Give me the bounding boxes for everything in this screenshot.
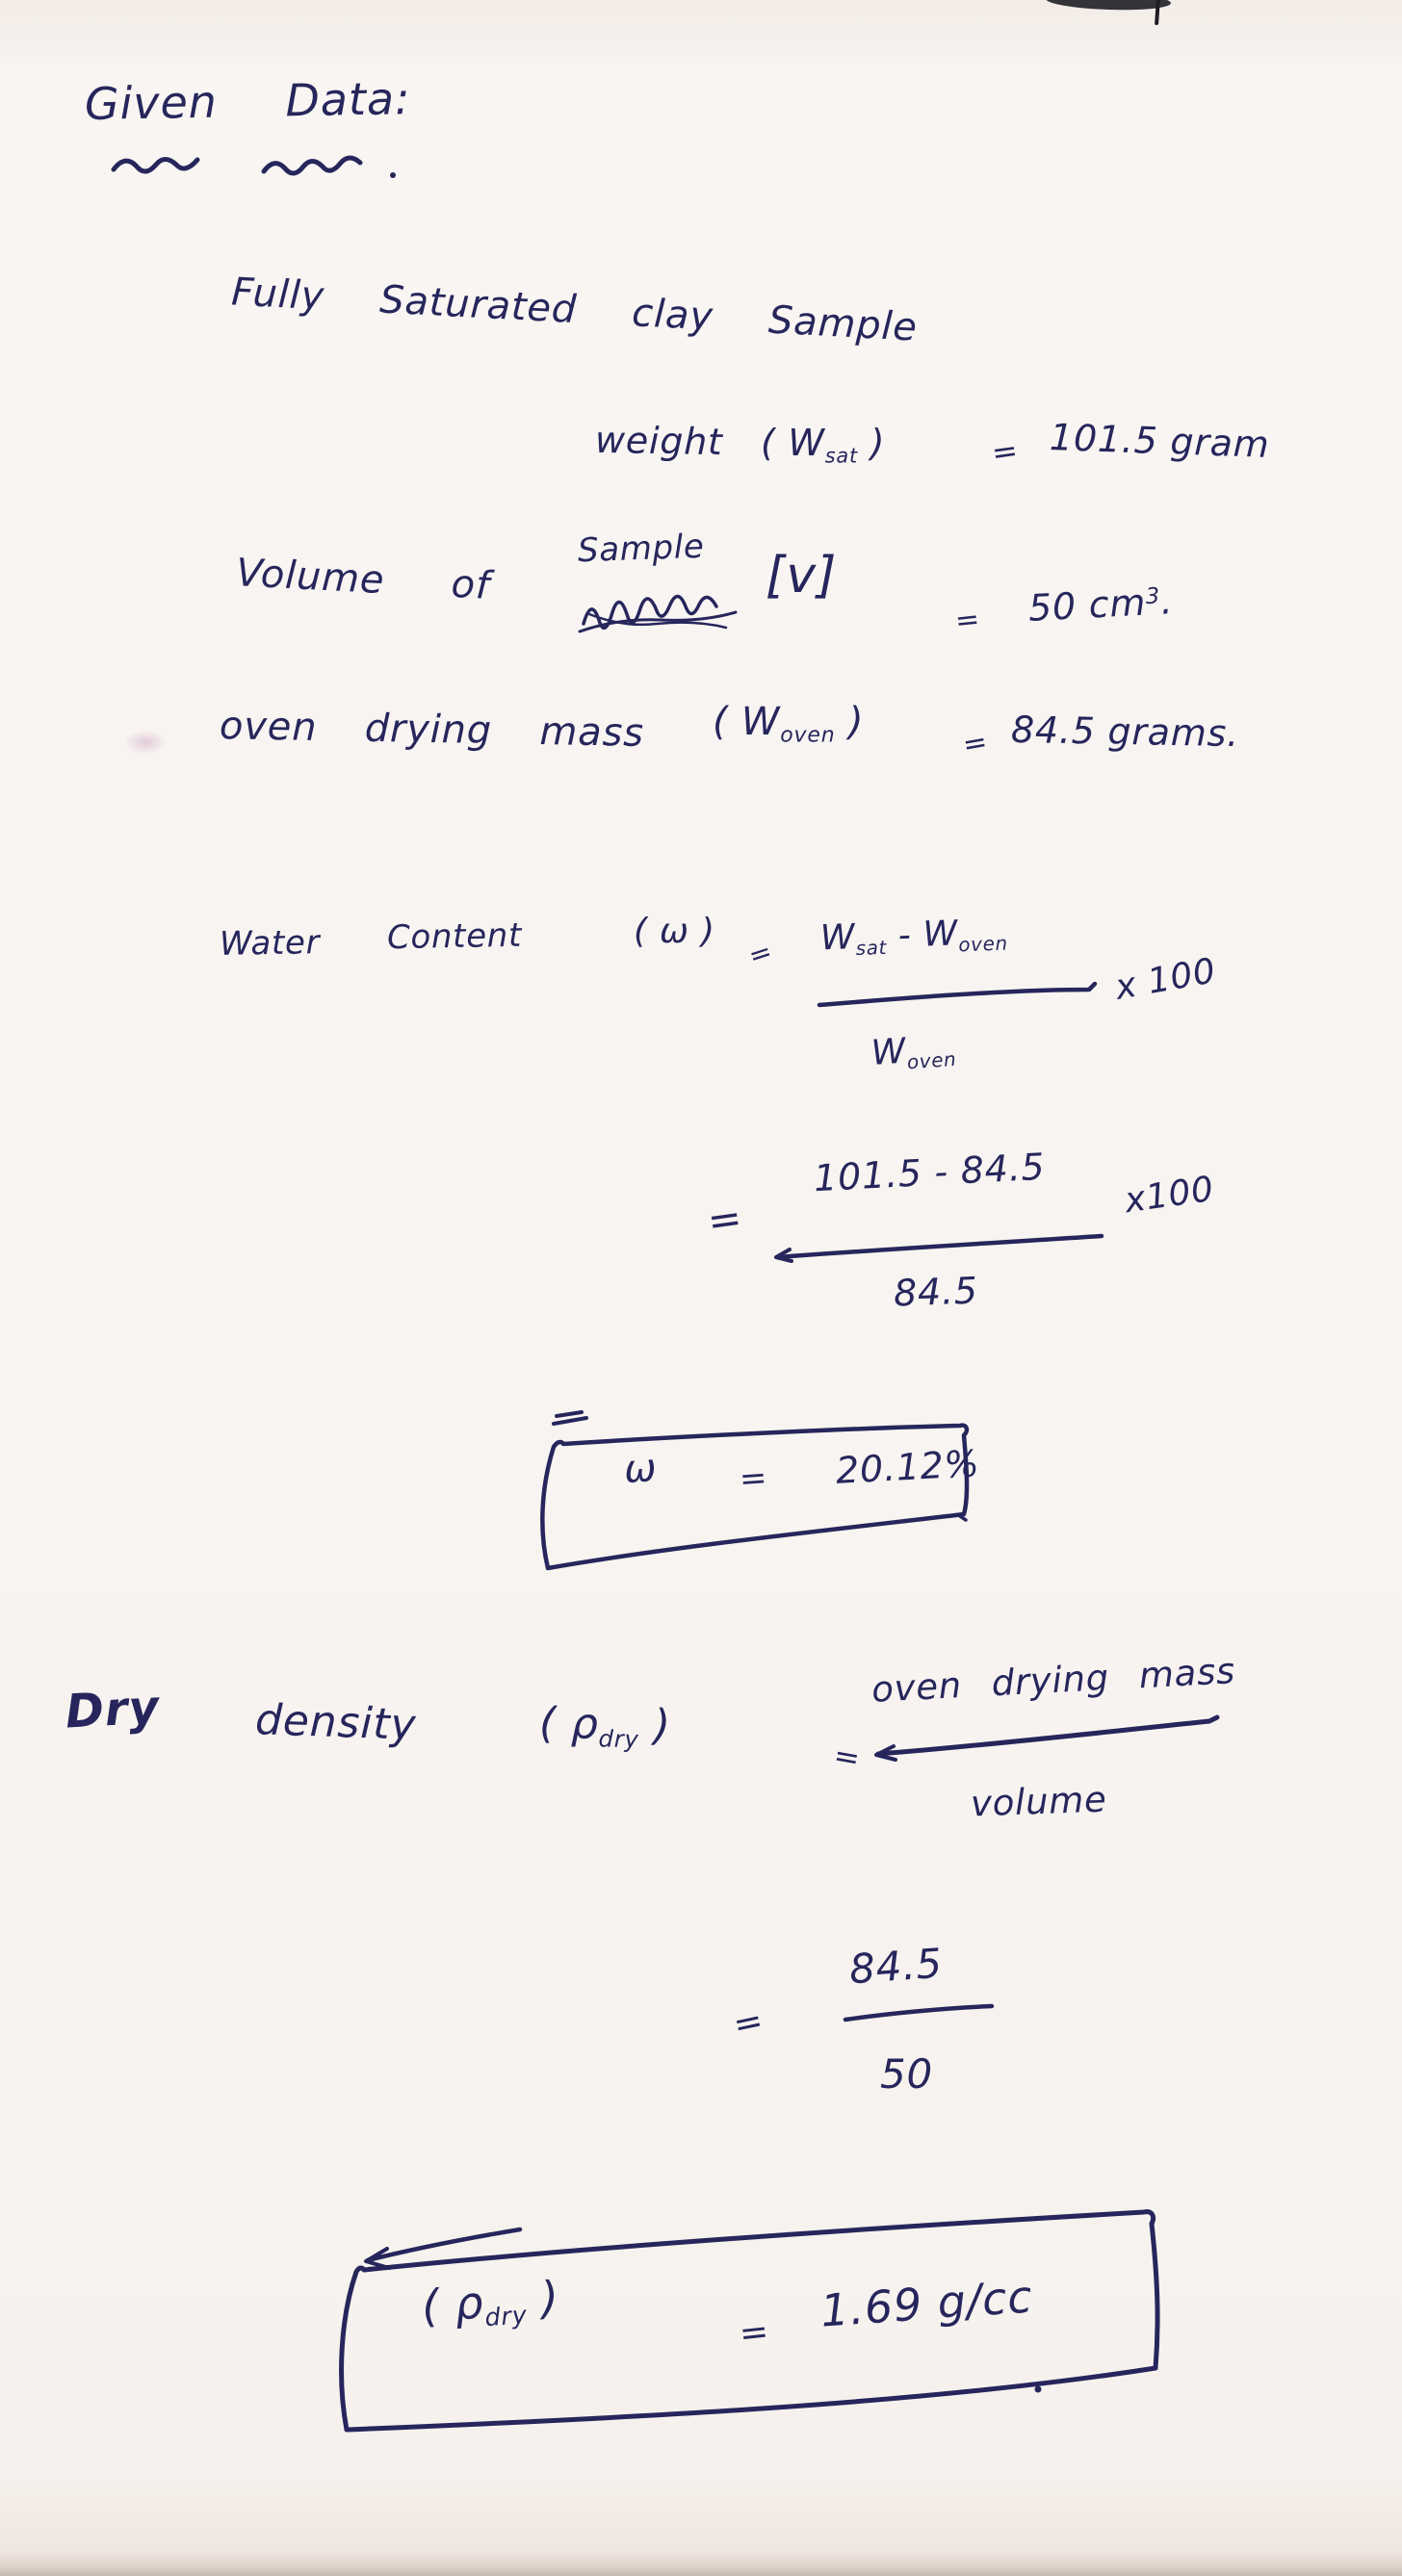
volume-label: Volume of (234, 551, 492, 608)
volume-word-sample: Sample (577, 527, 706, 571)
wc-fraction-bar (814, 980, 1103, 1013)
dry-fraction-denominator: volume (970, 1778, 1108, 1825)
result-wc-value: 20.12% (834, 1442, 981, 1492)
result-dry-value: 1.69 g/cc (818, 2270, 1035, 2337)
wc-fraction-denominator: $W_{oven}$ (870, 1031, 958, 1074)
wc-times-100: x 100 (1112, 951, 1219, 1008)
dry-density-label-1: Dry (64, 1680, 162, 1739)
volume-equals: = (953, 602, 982, 639)
volume-value: 50 $cm^3$. (1026, 580, 1175, 630)
ink-smudge (123, 730, 168, 755)
oven-value: 84.5 grams. (1010, 708, 1240, 756)
oven-label: oven drying mass (219, 704, 645, 756)
oven-equals: = (960, 725, 991, 762)
calc-wc-denominator: 84.5 (893, 1269, 979, 1315)
dry-fraction-numerator: oven drying mass (870, 1650, 1237, 1711)
woven-symbol: ( $W_{oven}$ ) (713, 700, 865, 748)
calc-dry-equals: = (730, 2000, 767, 2046)
calc-wc-numerator: 101.5 - 84.5 (812, 1145, 1047, 1200)
underline-squiggle-given (108, 144, 233, 183)
result-wc-equals: = (738, 1458, 769, 1499)
calc-wc-equals: = (704, 1193, 746, 1246)
dry-density-label-2: density (254, 1695, 418, 1750)
page-title: Given Data: (84, 72, 411, 130)
volume-symbol: [v] (766, 547, 838, 605)
weight-label: weight (594, 418, 724, 464)
water-content-label-2: Content (386, 915, 523, 958)
water-content-label-1: Water (219, 923, 321, 964)
page-bottom-shadow (0, 2551, 1402, 2576)
calc-dry-denominator: 50 (880, 2050, 934, 2098)
woven-subscript: oven (780, 723, 836, 748)
result-wc-symbol: ω (622, 1445, 659, 1493)
water-content-symbol: ( ω ) (634, 912, 715, 951)
page-edge-pen-mark (1155, 0, 1160, 25)
underline-squiggle-data (258, 146, 402, 185)
dry-density-symbol: ( $\rho_{dry}$ ) (538, 1698, 672, 1754)
calc-wc-times: x100 (1122, 1169, 1217, 1222)
wsat-subscript: sat (824, 444, 858, 468)
wc-fraction-numerator: $W_{sat} - W_{oven}$ (819, 914, 1009, 961)
scribbled-out-word (576, 585, 749, 647)
page-edge-smudge (1046, 0, 1172, 12)
result-dry-symbol: ( $\rho_{dry}$ ) (420, 2271, 561, 2332)
water-content-equals: = (744, 935, 777, 972)
dry-fraction-bar (865, 1712, 1231, 1764)
volume-exponent: 3 (1145, 583, 1161, 610)
weight-value: 101.5 gram (1049, 416, 1271, 466)
calc-dry-fraction-bar (838, 1998, 1001, 2029)
dry-density-equals: = (831, 1736, 864, 1778)
calc-wc-fraction-bar (763, 1224, 1109, 1267)
weight-equals: = (989, 431, 1021, 472)
given-sample-line: Fully Saturated clay Sample (230, 270, 919, 350)
calc-dry-numerator: 84.5 (847, 1939, 945, 1994)
result-dry-equals: = (737, 2311, 771, 2355)
wsat-symbol: ( $W_{sat}$ ) (761, 422, 886, 468)
